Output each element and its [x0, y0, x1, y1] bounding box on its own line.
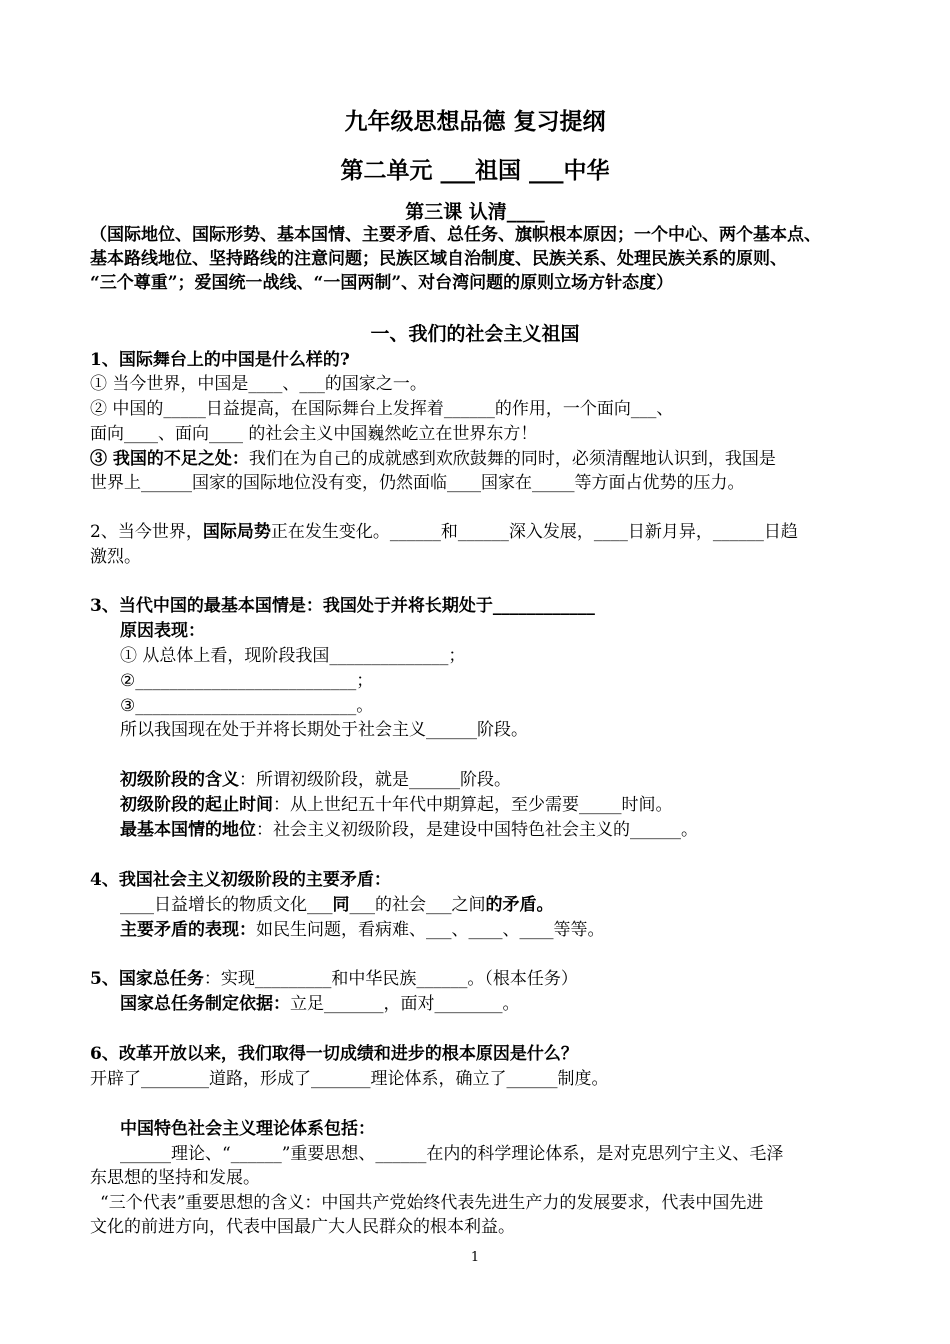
q3-reason-3: ③__________________________。: [120, 696, 374, 716]
q6-three-a: “三个代表”重要思想的含义：中国共产党始终代表先进生产力的发展要求，代表中国先进: [100, 1193, 764, 1213]
q3-status-label: 最基本国情的地位: [120, 820, 256, 840]
q4-expr-text: 如民生问题，看病难、___、____、____等等。: [256, 920, 605, 940]
q1-point-3-label: ③ 我国的不足之处：: [90, 449, 249, 469]
q4-text-b: 同: [332, 895, 350, 915]
q4-text-d: 的矛盾。: [485, 895, 554, 915]
q4-line-1: [120, 893, 900, 917]
q5-line: [90, 967, 870, 991]
q3-title: 3、当代中国的最基本国情是：我国处于并将长期处于____________: [90, 596, 595, 616]
q6-answer: 开辟了________道路，形成了_______理论体系，确立了______制度。: [90, 1069, 609, 1089]
q3-meaning-label: 初级阶段的含义: [120, 770, 239, 790]
q3-reason-label: 原因表现：: [120, 621, 205, 641]
q3-time: [120, 793, 900, 817]
q1-point-2a: ② 中国的_____日益提高，在国际舞台上发挥着______的作用，一个面向___、: [90, 399, 674, 419]
scope-line-3: “三个尊重”；爱国统一战线、“一国两制”、对台湾问题的原则立场方针态度）: [90, 273, 674, 293]
q3-status: [120, 818, 900, 842]
q1-point-3b: 世界上______国家的国际地位没有变，仍然面临____国家在_____等方面占优势的压力。: [90, 473, 745, 493]
section-heading: 一、我们的社会主义祖国: [370, 323, 580, 345]
q5-basis-label: 国家总任务制定依据：: [120, 994, 290, 1014]
q3-time-label: 初级阶段的起止时间: [120, 795, 273, 815]
q6-system-b: 东思想的坚持和发展。: [90, 1168, 260, 1188]
q6-title: 6、改革开放以来，我们取得一切成绩和进步的根本原因是什么？: [90, 1044, 578, 1064]
q3-meaning: [120, 768, 900, 792]
q2-line-a: [90, 520, 870, 544]
scope-line-1: （国际地位、国际形势、基本国情、主要矛盾、总任务、旗帜根本原因；一个中心、两个基本点、: [90, 225, 821, 245]
q4-title: 4、我国社会主义初级阶段的主要矛盾：: [90, 870, 391, 890]
q3-status-text: ：社会主义初级阶段，是建设中国特色社会主义的______。: [256, 820, 698, 840]
page-number: 1: [470, 1250, 480, 1265]
q6-system-label: 中国特色社会主义理论体系包括：: [120, 1119, 375, 1139]
lesson-title: 第三课 认清____: [405, 201, 545, 223]
q4-expression: [120, 918, 900, 942]
q4-expr-label: 主要矛盾的表现：: [120, 920, 256, 940]
q4-text-a: ____日益增长的物质文化___: [120, 895, 333, 915]
scope-line-2: 基本路线地位、坚持路线的注意问题；民族区域自治制度、民族关系、处理民族关系的原则、: [90, 249, 787, 269]
q2-text: 正在发生变化。______和______深入发展，____日新月异，______日趋: [270, 522, 798, 542]
q5-basis: [120, 992, 900, 1016]
q5-label: 5、国家总任务: [90, 969, 204, 989]
q3-meaning-text: ：所谓初级阶段，就是______阶段。: [239, 770, 511, 790]
q3-conclusion: 所以我国现在处于并将长期处于社会主义______阶段。: [120, 720, 528, 740]
q2-line-b: 激烈。: [90, 547, 141, 567]
q1-title: 1、国际舞台上的中国是什么样的?: [90, 350, 350, 370]
q3-reason-2: ②__________________________；: [120, 671, 374, 691]
q6-system-a: ______理论、“______”重要思想、______在内的科学理论体系，是对克思列宁主义、毛泽: [120, 1144, 784, 1164]
q3-reason-1: ① 从总体上看，现阶段我国______________；: [120, 646, 466, 666]
q6-three-b: 文化的前进方向，代表中国最广大人民群众的根本利益。: [90, 1217, 515, 1237]
q1-point-2b: 面向____、面向____ 的社会主义中国巍然屹立在世界东方！: [90, 424, 538, 444]
q1-point-3a: [90, 447, 870, 471]
unit-title: 第二单元 ___祖国 ___中华: [340, 157, 610, 184]
q1-point-1: ① 当今世界，中国是____、___的国家之一。: [90, 374, 427, 394]
q5-text: ：实现_________和中华民族______。（根本任务）: [203, 969, 578, 989]
q5-basis-text: 立足_______，面对________。: [290, 994, 520, 1014]
q2-label: 国际局势: [202, 522, 271, 542]
q1-point-3-text: 我们在为自己的成就感到欢欣鼓舞的同时，必须清醒地认识到，我国是: [248, 449, 776, 469]
q4-text-c: ___的社会___之间: [349, 895, 486, 915]
q3-time-text: ：从上世纪五十年代中期算起，至少需要_____时间。: [273, 795, 673, 815]
document-title: 九年级思想品德 复习提纲: [344, 108, 606, 135]
q2-prefix: 2、当今世界，: [90, 522, 203, 542]
